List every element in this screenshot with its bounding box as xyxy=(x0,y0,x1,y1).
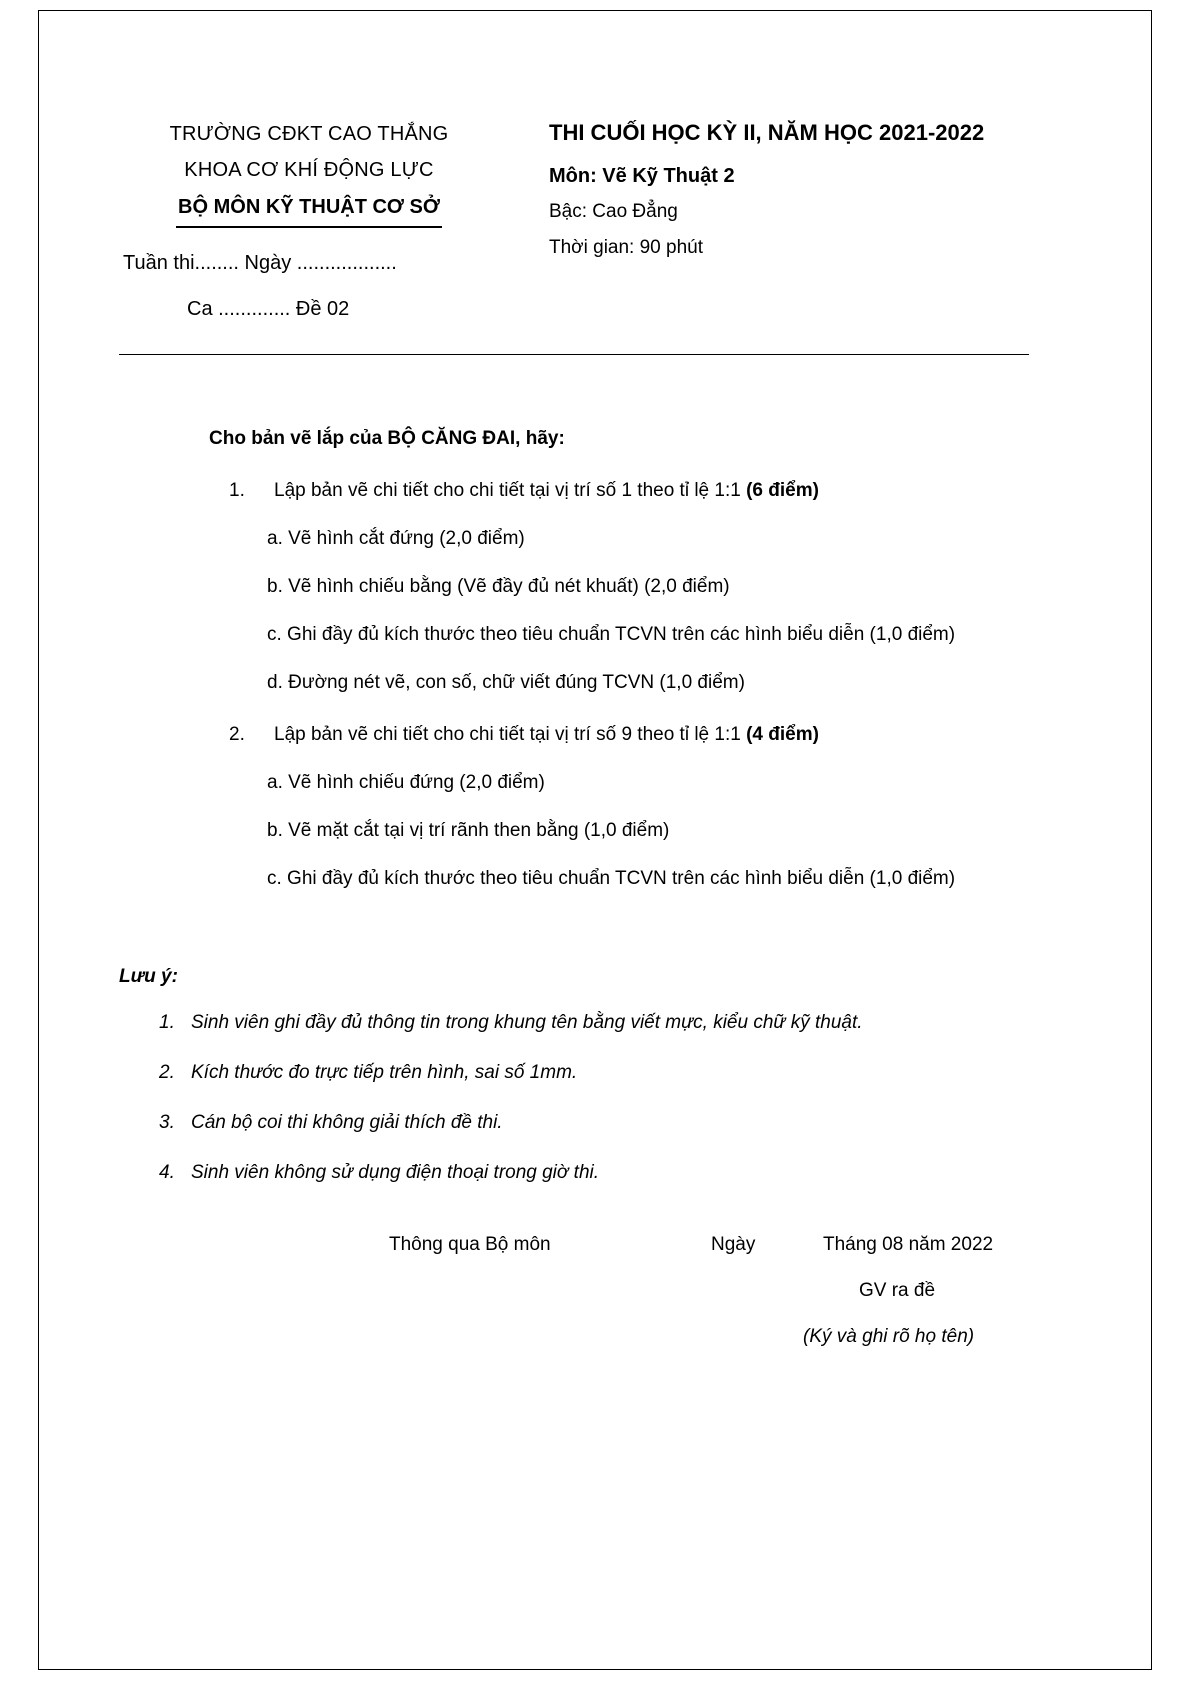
exam-title: THI CUỐI HỌC KỲ II, NĂM HỌC 2021-2022 xyxy=(549,120,985,145)
through-department-label: Thông qua Bộ môn xyxy=(389,1234,551,1255)
school-name: TRƯỜNG CĐKT CAO THẮNG xyxy=(169,123,449,145)
note-1-text: Sinh viên ghi đầy đủ thông tin trong khung tên bằng viết mực, kiểu chữ kỹ thuật. xyxy=(191,1012,863,1033)
note-4-text: Sinh viên không sử dụng điện thoại trong giờ thi. xyxy=(191,1162,600,1183)
question-1-text: Lập bản vẽ chi tiết cho chi tiết tại vị trí số 1 theo tỉ lệ 1:1 (6 điểm) xyxy=(274,480,819,501)
note-item-1 xyxy=(119,1008,1079,1038)
exam-duration: Thời gian: 90 phút xyxy=(549,237,704,258)
question-1-sub-b: b. Vẽ hình chiếu bằng (Vẽ đầy đủ nét khuất) (2,0 điểm) xyxy=(267,576,730,597)
page-content xyxy=(119,116,1079,1394)
question-2-sub-a: a. Vẽ hình chiếu đứng (2,0 điểm) xyxy=(267,772,545,793)
note-item-2 xyxy=(119,1058,1079,1088)
teacher-label: GV ra đề xyxy=(859,1280,936,1301)
note-3-number: 3. xyxy=(159,1112,175,1133)
note-2-number: 2. xyxy=(159,1062,175,1083)
question-1-sub-a: a. Vẽ hình cắt đứng (2,0 điểm) xyxy=(267,528,525,549)
shift-code-field: Ca ............. Đề 02 xyxy=(187,298,350,320)
signature-block xyxy=(119,1234,1079,1394)
question-2-sub-c: c. Ghi đầy đủ kích thước theo tiêu chuẩn TCVN trên các hình biểu diễn (1,0 điểm) xyxy=(267,868,956,889)
note-1-number: 1. xyxy=(159,1012,175,1033)
question-2-number: 2. xyxy=(229,724,245,745)
department-name: BỘ MÔN KỸ THUẬT CƠ SỞ xyxy=(176,190,442,228)
question-1 xyxy=(119,476,1079,506)
note-3-text: Cán bộ coi thi không giải thích đề thi. xyxy=(191,1112,503,1133)
document-header xyxy=(119,116,1079,366)
question-1-sub-d: d. Đường nét vẽ, con số, chữ viết đúng TCVN (1,0 điểm) xyxy=(267,672,745,693)
exam-subject: Môn: Vẽ Kỹ Thuật 2 xyxy=(549,165,735,187)
exam-body xyxy=(119,424,1079,894)
question-1-points: (6 điểm) xyxy=(746,480,819,501)
notes-heading: Lưu ý: xyxy=(119,966,178,987)
exam-paper-page xyxy=(38,10,1152,1670)
question-2-sub-b: b. Vẽ mặt cắt tại vị trí rãnh then bằng (1,0 điểm) xyxy=(267,820,670,841)
note-item-3 xyxy=(119,1108,1079,1138)
question-1-number: 1. xyxy=(229,480,245,501)
note-4-number: 4. xyxy=(159,1162,175,1183)
question-2-text: Lập bản vẽ chi tiết cho chi tiết tại vị trí số 9 theo tỉ lệ 1:1 (4 điểm) xyxy=(274,724,819,745)
signature-note: (Ký và ghi rõ họ tên) xyxy=(803,1326,975,1347)
question-2-points: (4 điểm) xyxy=(746,724,819,745)
note-item-4 xyxy=(119,1158,1079,1188)
exam-week-field: Tuần thi........ Ngày .................. xyxy=(123,252,397,274)
exam-level: Bậc: Cao Đẳng xyxy=(549,201,678,222)
note-2-text: Kích thước đo trực tiếp trên hình, sai số 1mm. xyxy=(191,1062,578,1083)
faculty-name: KHOA CƠ KHÍ ĐỘNG LỰC xyxy=(184,159,434,181)
exam-info-block xyxy=(549,116,1079,266)
question-2 xyxy=(119,720,1079,750)
day-label: Ngày xyxy=(711,1234,756,1255)
question-1-sub-c: c. Ghi đầy đủ kích thước theo tiêu chuẩn TCVN trên các hình biểu diễn (1,0 điểm) xyxy=(267,624,956,645)
institution-block xyxy=(119,116,499,326)
exam-lead-instruction: Cho bản vẽ lắp của BỘ CĂNG ĐAI, hãy: xyxy=(209,428,565,449)
header-divider xyxy=(119,354,1029,355)
signature-date: Tháng 08 năm 2022 xyxy=(823,1234,994,1255)
